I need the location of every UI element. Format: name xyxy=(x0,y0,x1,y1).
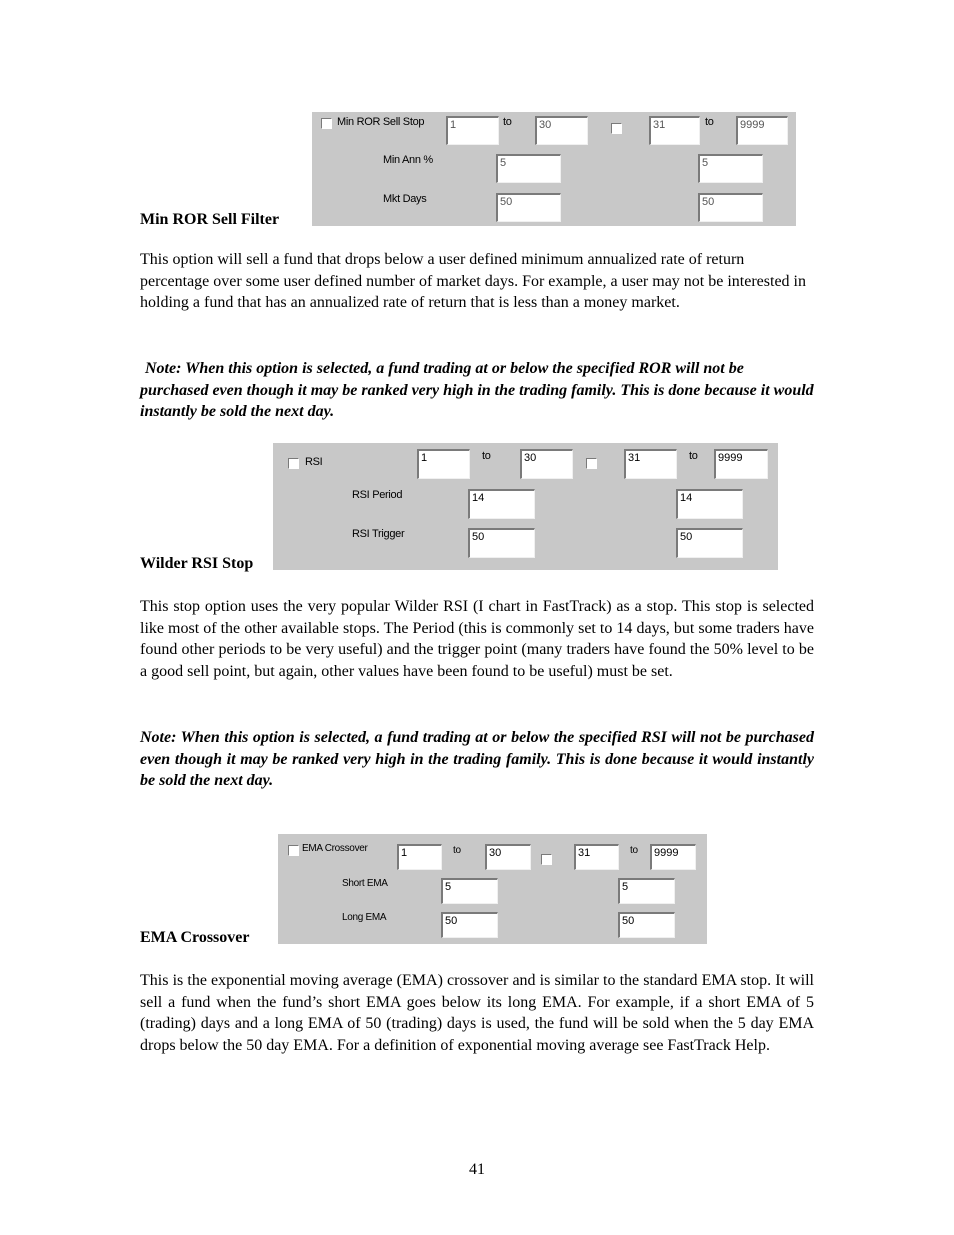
rsi-period-input-2[interactable]: 14 xyxy=(676,489,743,519)
ema-long-label: Long EMA xyxy=(342,912,387,923)
rsi-range2-to-input[interactable]: 9999 xyxy=(714,449,768,479)
rsi-range1-to-input[interactable]: 30 xyxy=(520,449,573,479)
rsi-trigger-input-1[interactable]: 50 xyxy=(468,528,535,558)
rsi-range2-from-input[interactable]: 31 xyxy=(624,449,677,479)
ema-short-input-2[interactable]: 5 xyxy=(618,878,675,904)
ema-heading: EMA Crossover xyxy=(140,929,250,946)
ror-heading: Min ROR Sell Filter xyxy=(140,211,280,228)
ror-range2-from-input[interactable]: 31 xyxy=(649,116,700,145)
rsi-period-label: RSI Period xyxy=(352,489,403,501)
ema-range1-to-label: to xyxy=(453,845,461,856)
ema-checkbox-label: EMA Crossover xyxy=(302,843,368,854)
ema-enable-checkbox[interactable] xyxy=(288,845,299,856)
ema-body-paragraph: This is the exponential moving average (EMA) crossover and is similar to the standard EMA stop. It will sell a fund when the fund’s short EMA goes below its long EMA. For example, if a short EMA of 5 (trading) days and a long EMA of 50 (trading) days is used, the fund will be sold when the 5 day EMA drops below the 50 day EMA. For a definition of exponential moving average see FastTrack Help. xyxy=(140,972,814,1054)
ror-mkt-days-input-1[interactable]: 50 xyxy=(496,193,561,222)
ema-range2-from-input[interactable]: 31 xyxy=(574,844,619,870)
ror-enable-checkbox[interactable] xyxy=(321,118,332,129)
ema-range1-to-input[interactable]: 30 xyxy=(485,844,531,870)
ema-range1-from-input[interactable]: 1 xyxy=(397,844,442,870)
ror-mkt-days-input-2[interactable]: 50 xyxy=(698,193,763,222)
ror-range1-to-label: to xyxy=(503,116,512,128)
ema-long-input-1[interactable]: 50 xyxy=(441,912,498,938)
ror-range2-to-label: to xyxy=(705,116,714,128)
rsi-trigger-input-2[interactable]: 50 xyxy=(676,528,743,558)
ror-min-ann-input-2[interactable]: 5 xyxy=(698,154,763,183)
page-number: 41 xyxy=(469,1161,485,1178)
rsi-period-input-1[interactable]: 14 xyxy=(468,489,535,519)
rsi-settings-panel xyxy=(273,443,778,570)
rsi-note-paragraph: Note: When this option is selected, a fund trading at or below the specified RSI will not be purchased even though it may be ranked very high in the trading family. This is done because it would instantly be sold the next day. xyxy=(140,729,814,790)
rsi-checkbox-label: RSI xyxy=(305,456,323,468)
rsi-enable-checkbox[interactable] xyxy=(288,458,299,469)
rsi-range1-from-input[interactable]: 1 xyxy=(417,449,470,479)
ror-range2-checkbox[interactable] xyxy=(611,123,622,134)
ema-range2-checkbox[interactable] xyxy=(541,854,552,865)
ror-min-ann-input-1[interactable]: 5 xyxy=(496,154,561,183)
ror-min-ann-label: Min Ann % xyxy=(383,154,433,166)
ror-body-paragraph: This option will sell a fund that drops below a user defined minimum annualized rate of return percentage over some user defined number of market days. For example, a user may not be interested in holding a fund that has an annualized rate of return that is less than a money market. xyxy=(140,251,806,312)
rsi-trigger-label: RSI Trigger xyxy=(352,528,405,540)
ror-checkbox-label: Min ROR Sell Stop xyxy=(337,116,425,128)
rsi-range1-to-label: to xyxy=(482,450,491,462)
ema-short-input-1[interactable]: 5 xyxy=(441,878,498,904)
ror-range1-to-input[interactable]: 30 xyxy=(535,116,588,145)
rsi-range2-checkbox[interactable] xyxy=(586,458,597,469)
ema-short-label: Short EMA xyxy=(342,878,388,889)
ror-settings-panel xyxy=(312,112,796,226)
ror-mkt-days-label: Mkt Days xyxy=(383,193,427,205)
ema-range2-to-input[interactable]: 9999 xyxy=(650,844,696,870)
ror-note-paragraph: Note: When this option is selected, a fund trading at or below the specified ROR will not be purchased even though it may be ranked very high in the trading family. This is done because it would instantly be sold the next day. xyxy=(140,360,814,421)
ema-long-input-2[interactable]: 50 xyxy=(618,912,675,938)
ror-range1-from-input[interactable]: 1 xyxy=(446,116,499,145)
rsi-range2-to-label: to xyxy=(689,450,698,462)
rsi-heading: Wilder RSI Stop xyxy=(140,555,254,572)
ema-range2-to-label: to xyxy=(630,845,638,856)
ema-settings-panel xyxy=(278,834,707,944)
ror-range2-to-input[interactable]: 9999 xyxy=(736,116,788,145)
rsi-body-paragraph: This stop option uses the very popular Wilder RSI (I chart in FastTrack) as a stop. This stop is selected like most of the other available stops. The Period (this is commonly set to 14 days, but some traders have found other periods to be very useful) and the trigger point (many traders have found the 50% level to be a good sell point, but again, other values have been found to be useful) must be set. xyxy=(140,598,814,680)
